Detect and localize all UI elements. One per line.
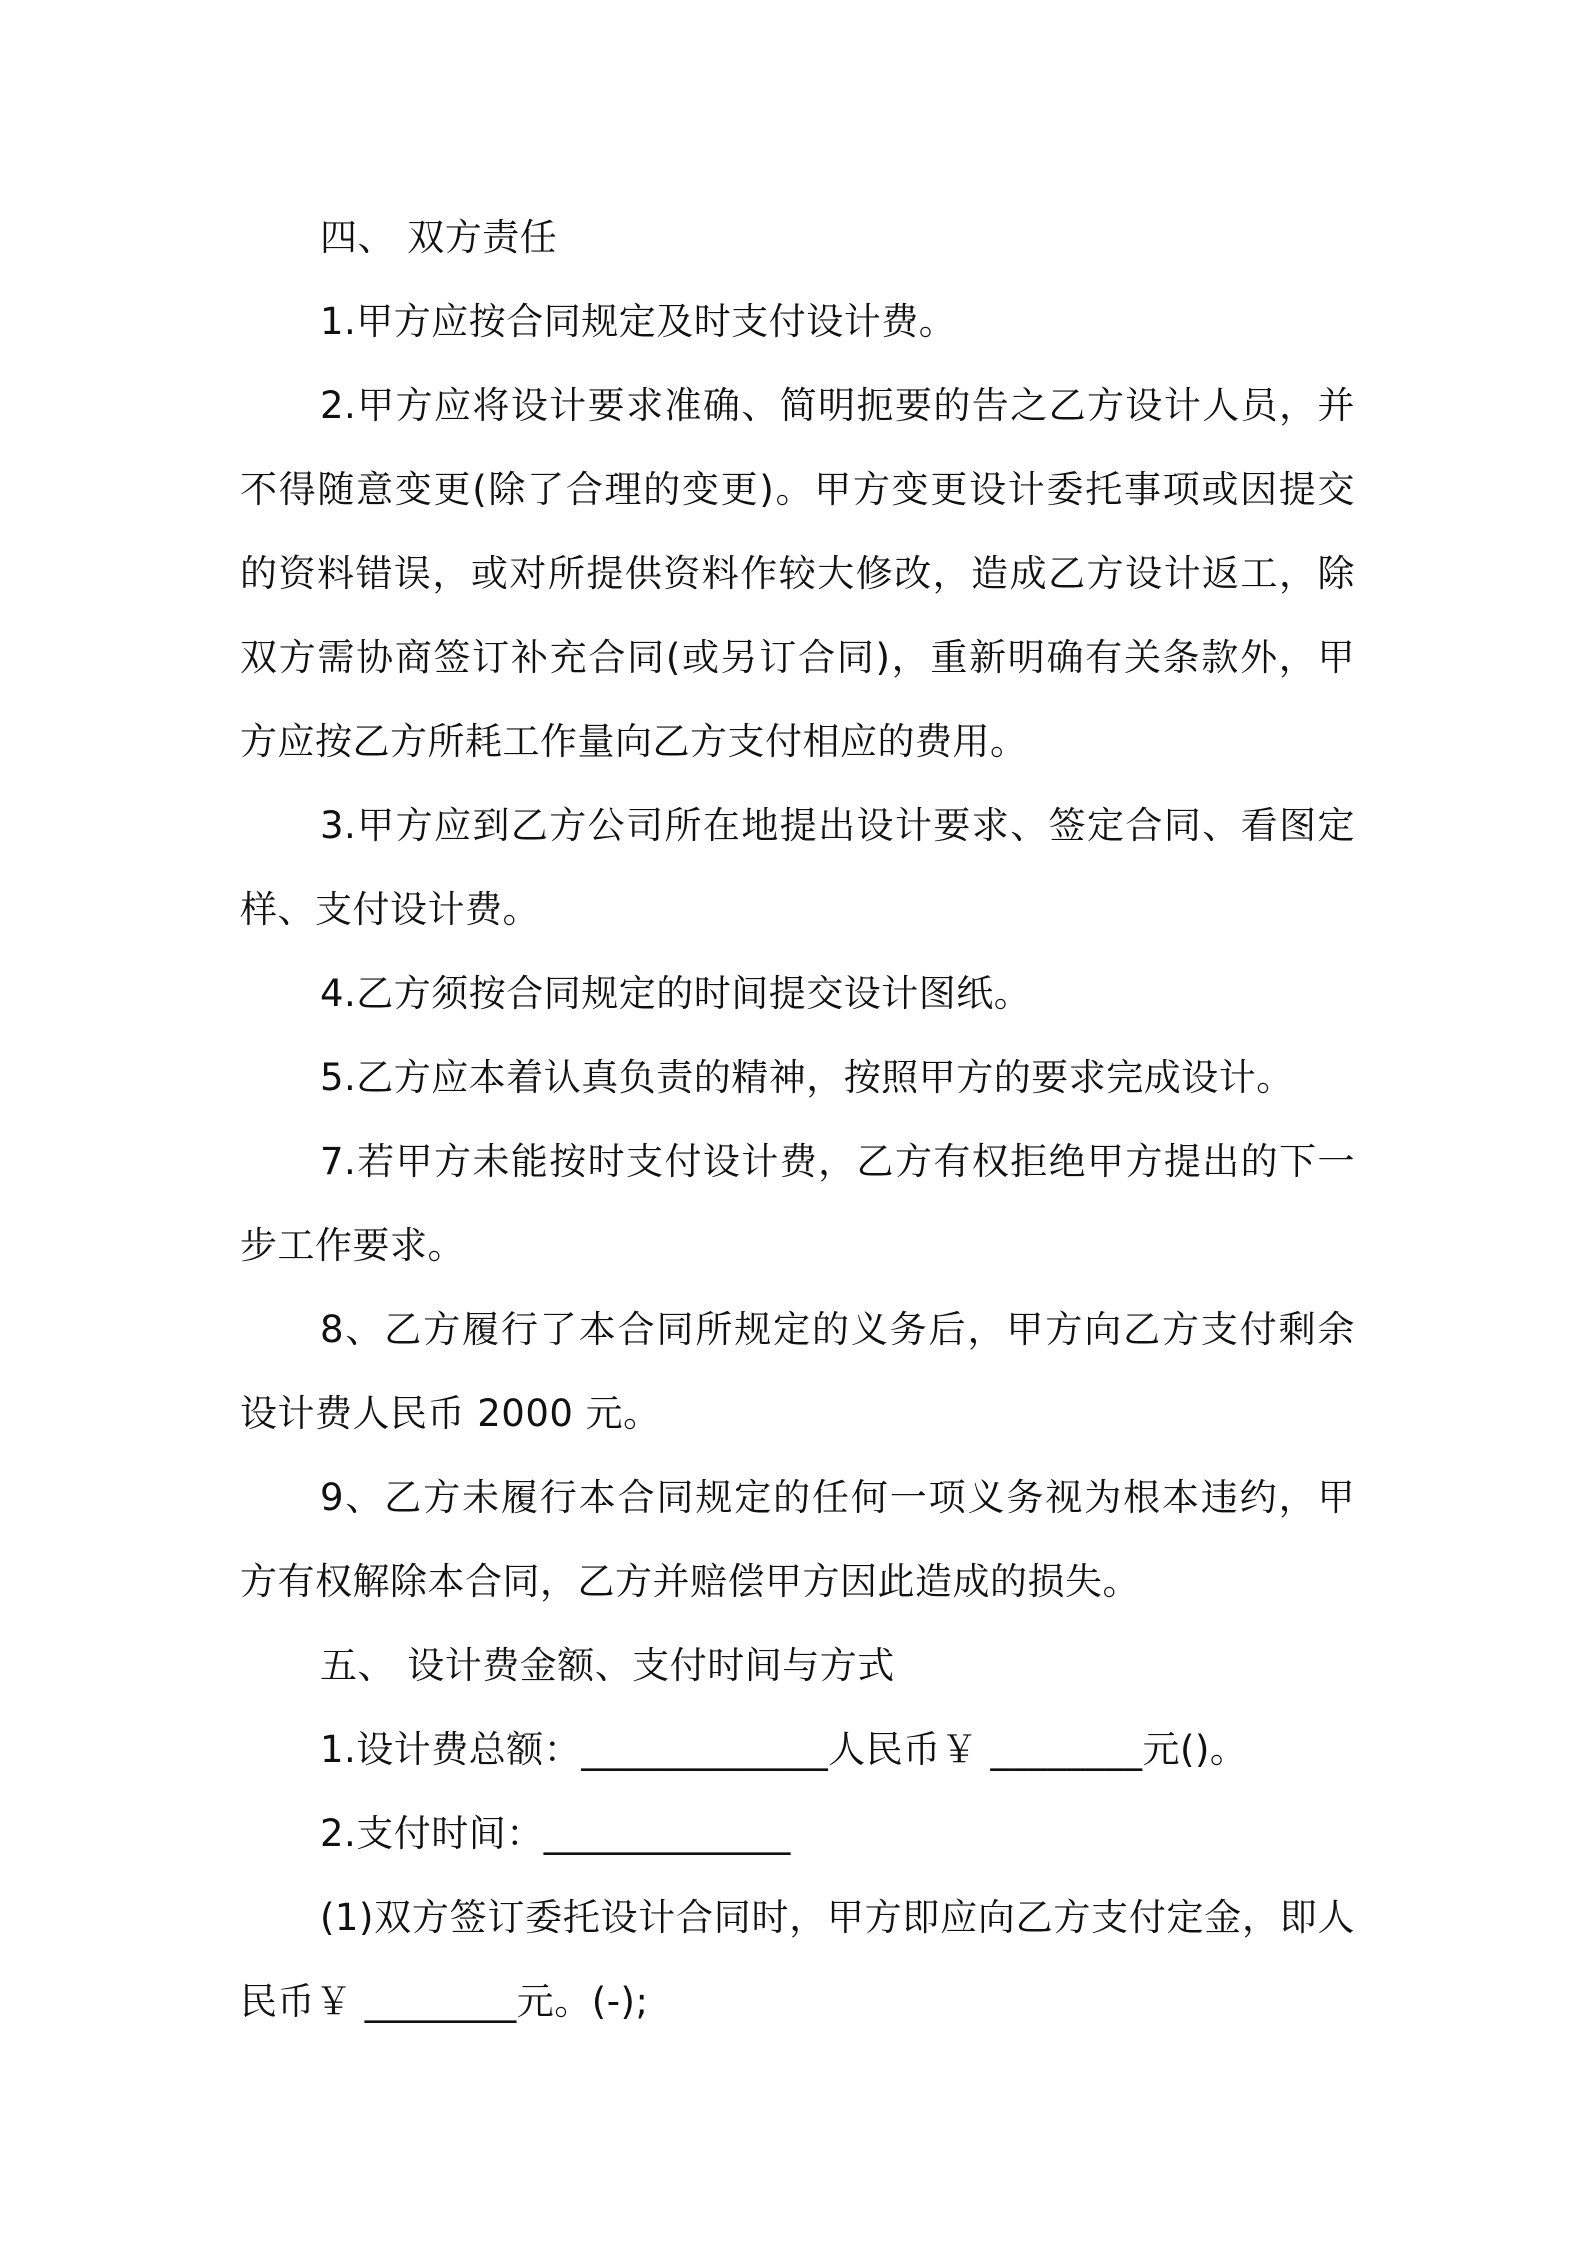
section-heading-responsibilities: 四、 双方责任: [320, 216, 558, 259]
fee-total-line: 1.设计费总额：_____________人民币￥ ________元()。: [320, 1728, 1248, 1771]
clause-4-drawings: 4.乙方须按合同规定的时间提交设计图纸。: [320, 972, 1032, 1015]
payment-time-line: 2.支付时间：_____________: [320, 1812, 791, 1855]
deposit-clause: (1)双方签订委托设计合同时，甲方即应向乙方支付定金，即人民币￥ ________元。(-);: [240, 1896, 1355, 2023]
clause-2-requirements: 2.甲方应将设计要求准确、简明扼要的告之乙方设计人员，并不得随意变更(除了合理的变更)。甲方变更设计委托事项或因提交的资料错误，或对所提供资料作较大修改，造成乙方设计返工，除双方需协商签订补充合同(或另订合同)，重新明确有关条款外，甲方应按乙方所耗工作量向乙方支付相应的费用。: [240, 384, 1355, 763]
clause-8-remaining-fee: 8、乙方履行了本合同所规定的义务后，甲方向乙方支付剩余设计费人民币 2000 元。: [240, 1308, 1355, 1435]
section-heading-fees: 五、 设计费金额、支付时间与方式: [320, 1644, 895, 1687]
clause-3-location: 3.甲方应到乙方公司所在地提出设计要求、签定合同、看图定样、支付设计费。: [240, 804, 1355, 931]
clause-9-breach: 9、乙方未履行本合同规定的任何一项义务视为根本违约，甲方有权解除本合同，乙方并赔偿甲方因此造成的损失。: [240, 1476, 1355, 1603]
document-body: [240, 196, 1355, 2044]
clause-1-payment: 1.甲方应按合同规定及时支付设计费。: [320, 300, 957, 343]
clause-7-refusal: 7.若甲方未能按时支付设计费，乙方有权拒绝甲方提出的下一步工作要求。: [240, 1140, 1355, 1267]
clause-5-diligence: 5.乙方应本着认真负责的精神，按照甲方的要求完成设计。: [320, 1056, 1294, 1099]
